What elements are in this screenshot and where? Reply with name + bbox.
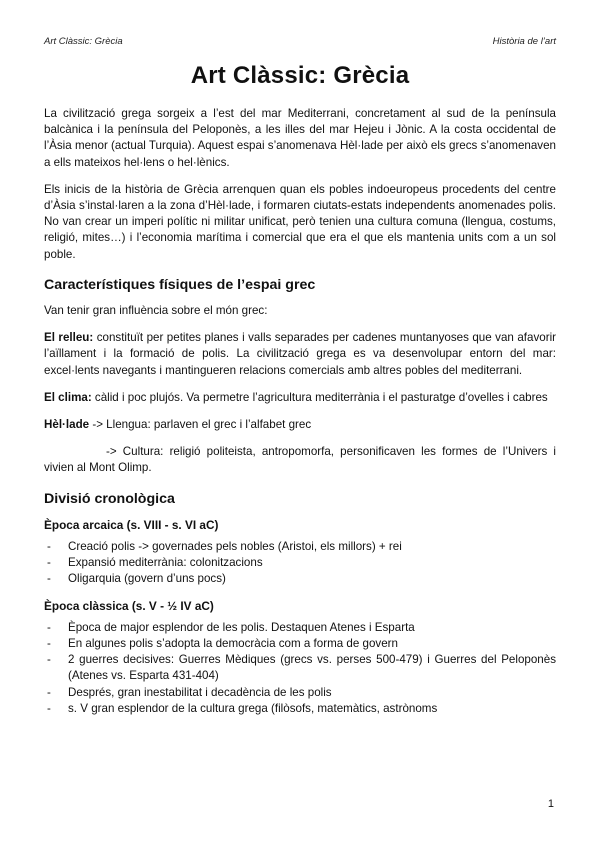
hellade-label: Hèl·lade bbox=[44, 418, 90, 432]
section-heading-chronology: Divisió cronològica bbox=[44, 490, 175, 507]
clima-text: càlid i poc plujós. Va permetre l’agricultura mediterrània i el pasturatge d’ovelles i cabres bbox=[91, 390, 548, 404]
list-item: - Expansió mediterrània: colonitzacions bbox=[44, 555, 556, 571]
relleu-label: El relleu: bbox=[44, 331, 94, 345]
arcaica-list bbox=[44, 539, 556, 588]
classica-title: Època clàssica (s. V - ½ IV aC) bbox=[44, 598, 214, 613]
page-title: Art Clàssic: Grècia bbox=[190, 62, 410, 89]
running-header-left: Art Clàssic: Grècia bbox=[44, 36, 123, 47]
intro-paragraph-1: La civilització grega sorgeix a l’est del mar Mediterrani, concretament al sud de la península balcànica i la península del Peloponès, a les illes del mar Hejeu i Jònic. A la costa occidental de l’Àsia menor (actual Turquia). Aquest espai s’anomenava Hèl·lade per això els grecs s’anomenaven a ells mateixos hel·lens o hel·lènics. bbox=[44, 107, 556, 169]
document-body bbox=[44, 106, 556, 727]
running-header-right: Història de l’art bbox=[492, 36, 556, 47]
list-item: - Oligarquia (govern d’uns pocs) bbox=[44, 571, 556, 587]
clima-label: El clima: bbox=[44, 390, 92, 404]
physical-lead: Van tenir gran influència sobre el món grec: bbox=[44, 304, 268, 318]
clima-paragraph bbox=[44, 390, 556, 406]
relleu-text: constituït per petites planes i valls separades per cadenes muntanyoses que van afavorir l’aïllament i la formació de polis. La civilització grega es va desenvolupar entorn del mar: excel·lents navegants i mantingueren relacions comercials amb altres pobles del mediterrani. bbox=[44, 331, 557, 377]
list-item: - Època de major esplendor de les polis. Destaquen Atenes i Esparta bbox=[44, 620, 556, 636]
arcaica-title: Època arcaica (s. VIII - s. VI aC) bbox=[44, 517, 219, 532]
hellade-text: -> Llengua: parlaven el grec i l’alfabet grec bbox=[89, 418, 312, 432]
intro-paragraph-2: Els inicis de la història de Grècia arrenquen quan els pobles indoeuropeus procedents del centre d’Àsia s’instal·laren a la zona d’Hèl·lade, i formaren ciutats-estats independents anomenades polis. No van crear un imperi polític ni militar unificat, però tenien una cultura comuna (llengua, costums, religió, mites…) i l’economia marítima i comercial que era el que els mantenia units com a un sol poble. bbox=[44, 182, 556, 261]
page-number: 1 bbox=[547, 798, 554, 810]
classica-list bbox=[44, 620, 556, 717]
cultura-paragraph: -> Cultura: religió politeista, antropomorfa, personificaven les formes de l’Univers i vivien al Mont Olimp. bbox=[44, 445, 556, 475]
list-item: - 2 guerres decisives: Guerres Mèdiques (grecs vs. perses 500-479) i Guerres del Peloponès (Atenes vs. Esparta 431-404) bbox=[44, 652, 556, 684]
list-item: - Després, gran inestabilitat i decadència de les polis bbox=[44, 685, 556, 701]
list-item: - En algunes polis s’adopta la democràcia com a forma de govern bbox=[44, 636, 556, 652]
relleu-paragraph bbox=[44, 330, 556, 379]
hellade-paragraph bbox=[44, 417, 556, 433]
list-item: - Creació polis -> governades pels nobles (Aristoi, els millors) + rei bbox=[44, 539, 556, 555]
section-heading-physical: Característiques físiques de l’espai grec bbox=[44, 276, 316, 293]
list-item: - s. V gran esplendor de la cultura grega (filòsofs, matemàtics, astrònoms bbox=[44, 701, 556, 717]
